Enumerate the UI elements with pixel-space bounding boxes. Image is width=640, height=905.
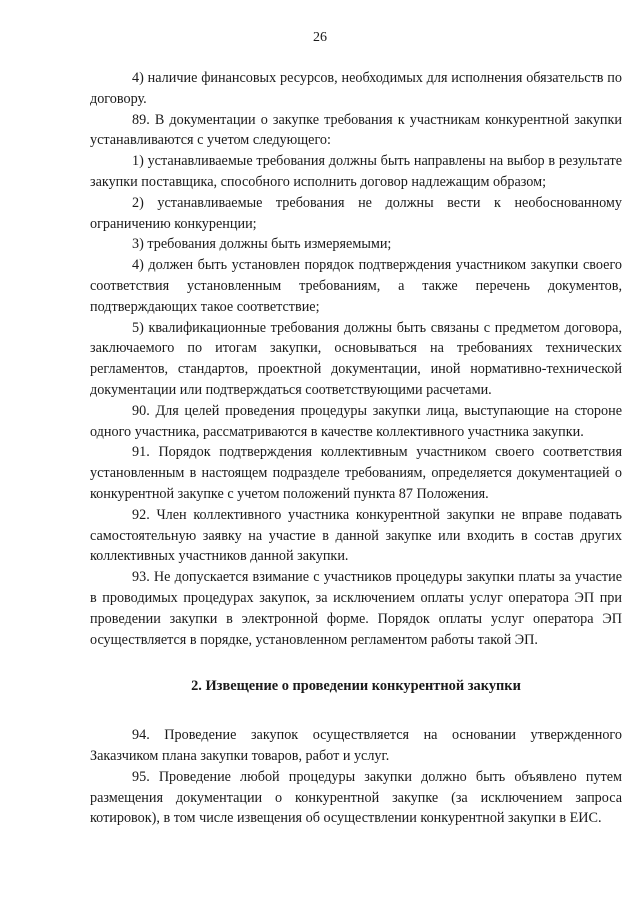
paragraph-clause-92: 92. Член коллективного участника конкурентной закупки не вправе подавать самостоятельную заявку на участие в данной закупке или входить в состав других коллективных участников данной закупки.	[90, 506, 622, 565]
section-heading: 2. Извещение о проведении конкурентной закупки	[191, 678, 521, 695]
paragraph-clause-90: 90. Для целей проведения процедуры закупки лица, выступающие на стороне одного участника, рассматриваются в качестве коллективного участника закупки.	[90, 402, 622, 440]
paragraph-subitem-3: 3) требования должны быть измеряемыми;	[132, 236, 392, 253]
page-number: 26	[313, 30, 327, 45]
paragraph-clause-94: 94. Проведение закупок осуществляется на основании утвержденного Заказчиком плана закупки товаров, работ и услуг.	[90, 727, 622, 764]
paragraph-clause-89: 89. В документации о закупке требования к участникам конкурентной закупки устанавливаются с учетом следующего:	[90, 111, 622, 149]
document-body	[90, 68, 622, 829]
paragraph-subitem-5: 5) квалификационные требования должны быть связаны с предметом договора, заключаемого по итогам закупки, основываться на требованиях технических регламентов, стандартов, проектной документации, иной нормативно-технической документации или подтверждаться соответствующими расчетами.	[90, 319, 622, 398]
paragraph-clause-95: 95. Проведение любой процедуры закупки должно быть объявлено путем размещения документации о конкурентной закупке (за исключением запроса котировок), в том числе извещения об осуществлении конкурентной закупки в ЕИС.	[90, 768, 622, 827]
paragraph-subitem-1: 1) устанавливаемые требования должны быть направлены на выбор в результате закупки поставщика, способного исполнить договор надлежащим образом;	[90, 153, 622, 190]
paragraph-subitem-4: 4) должен быть установлен порядок подтверждения участником закупки своего соответствия установленным требованиям, а также перечень документов, подтверждающих такое соответствие;	[90, 257, 622, 315]
paragraph-item-4: 4) наличие финансовых ресурсов, необходимых для исполнения обязательств по договору.	[90, 70, 622, 107]
paragraph-subitem-2: 2) устанавливаемые требования не должны вести к необоснованному ограничению конкуренции;	[90, 194, 622, 232]
paragraph-clause-93: 93. Не допускается взимание с участников процедуры закупки платы за участие в проводимых процедурах закупок, за исключением оплаты услуг оператора ЭП при проведении закупки в электронной форме. Порядок оплаты услуг оператора ЭП осуществляется в порядке, установленном регламентом работы такой ЭП.	[90, 569, 622, 648]
paragraph-clause-91: 91. Порядок подтверждения коллективным участником своего соответствия установленным в настоящем подразделе требованиям, определяется документацией о конкурентной закупке с учетом положений пункта 87 Положения.	[90, 444, 622, 502]
